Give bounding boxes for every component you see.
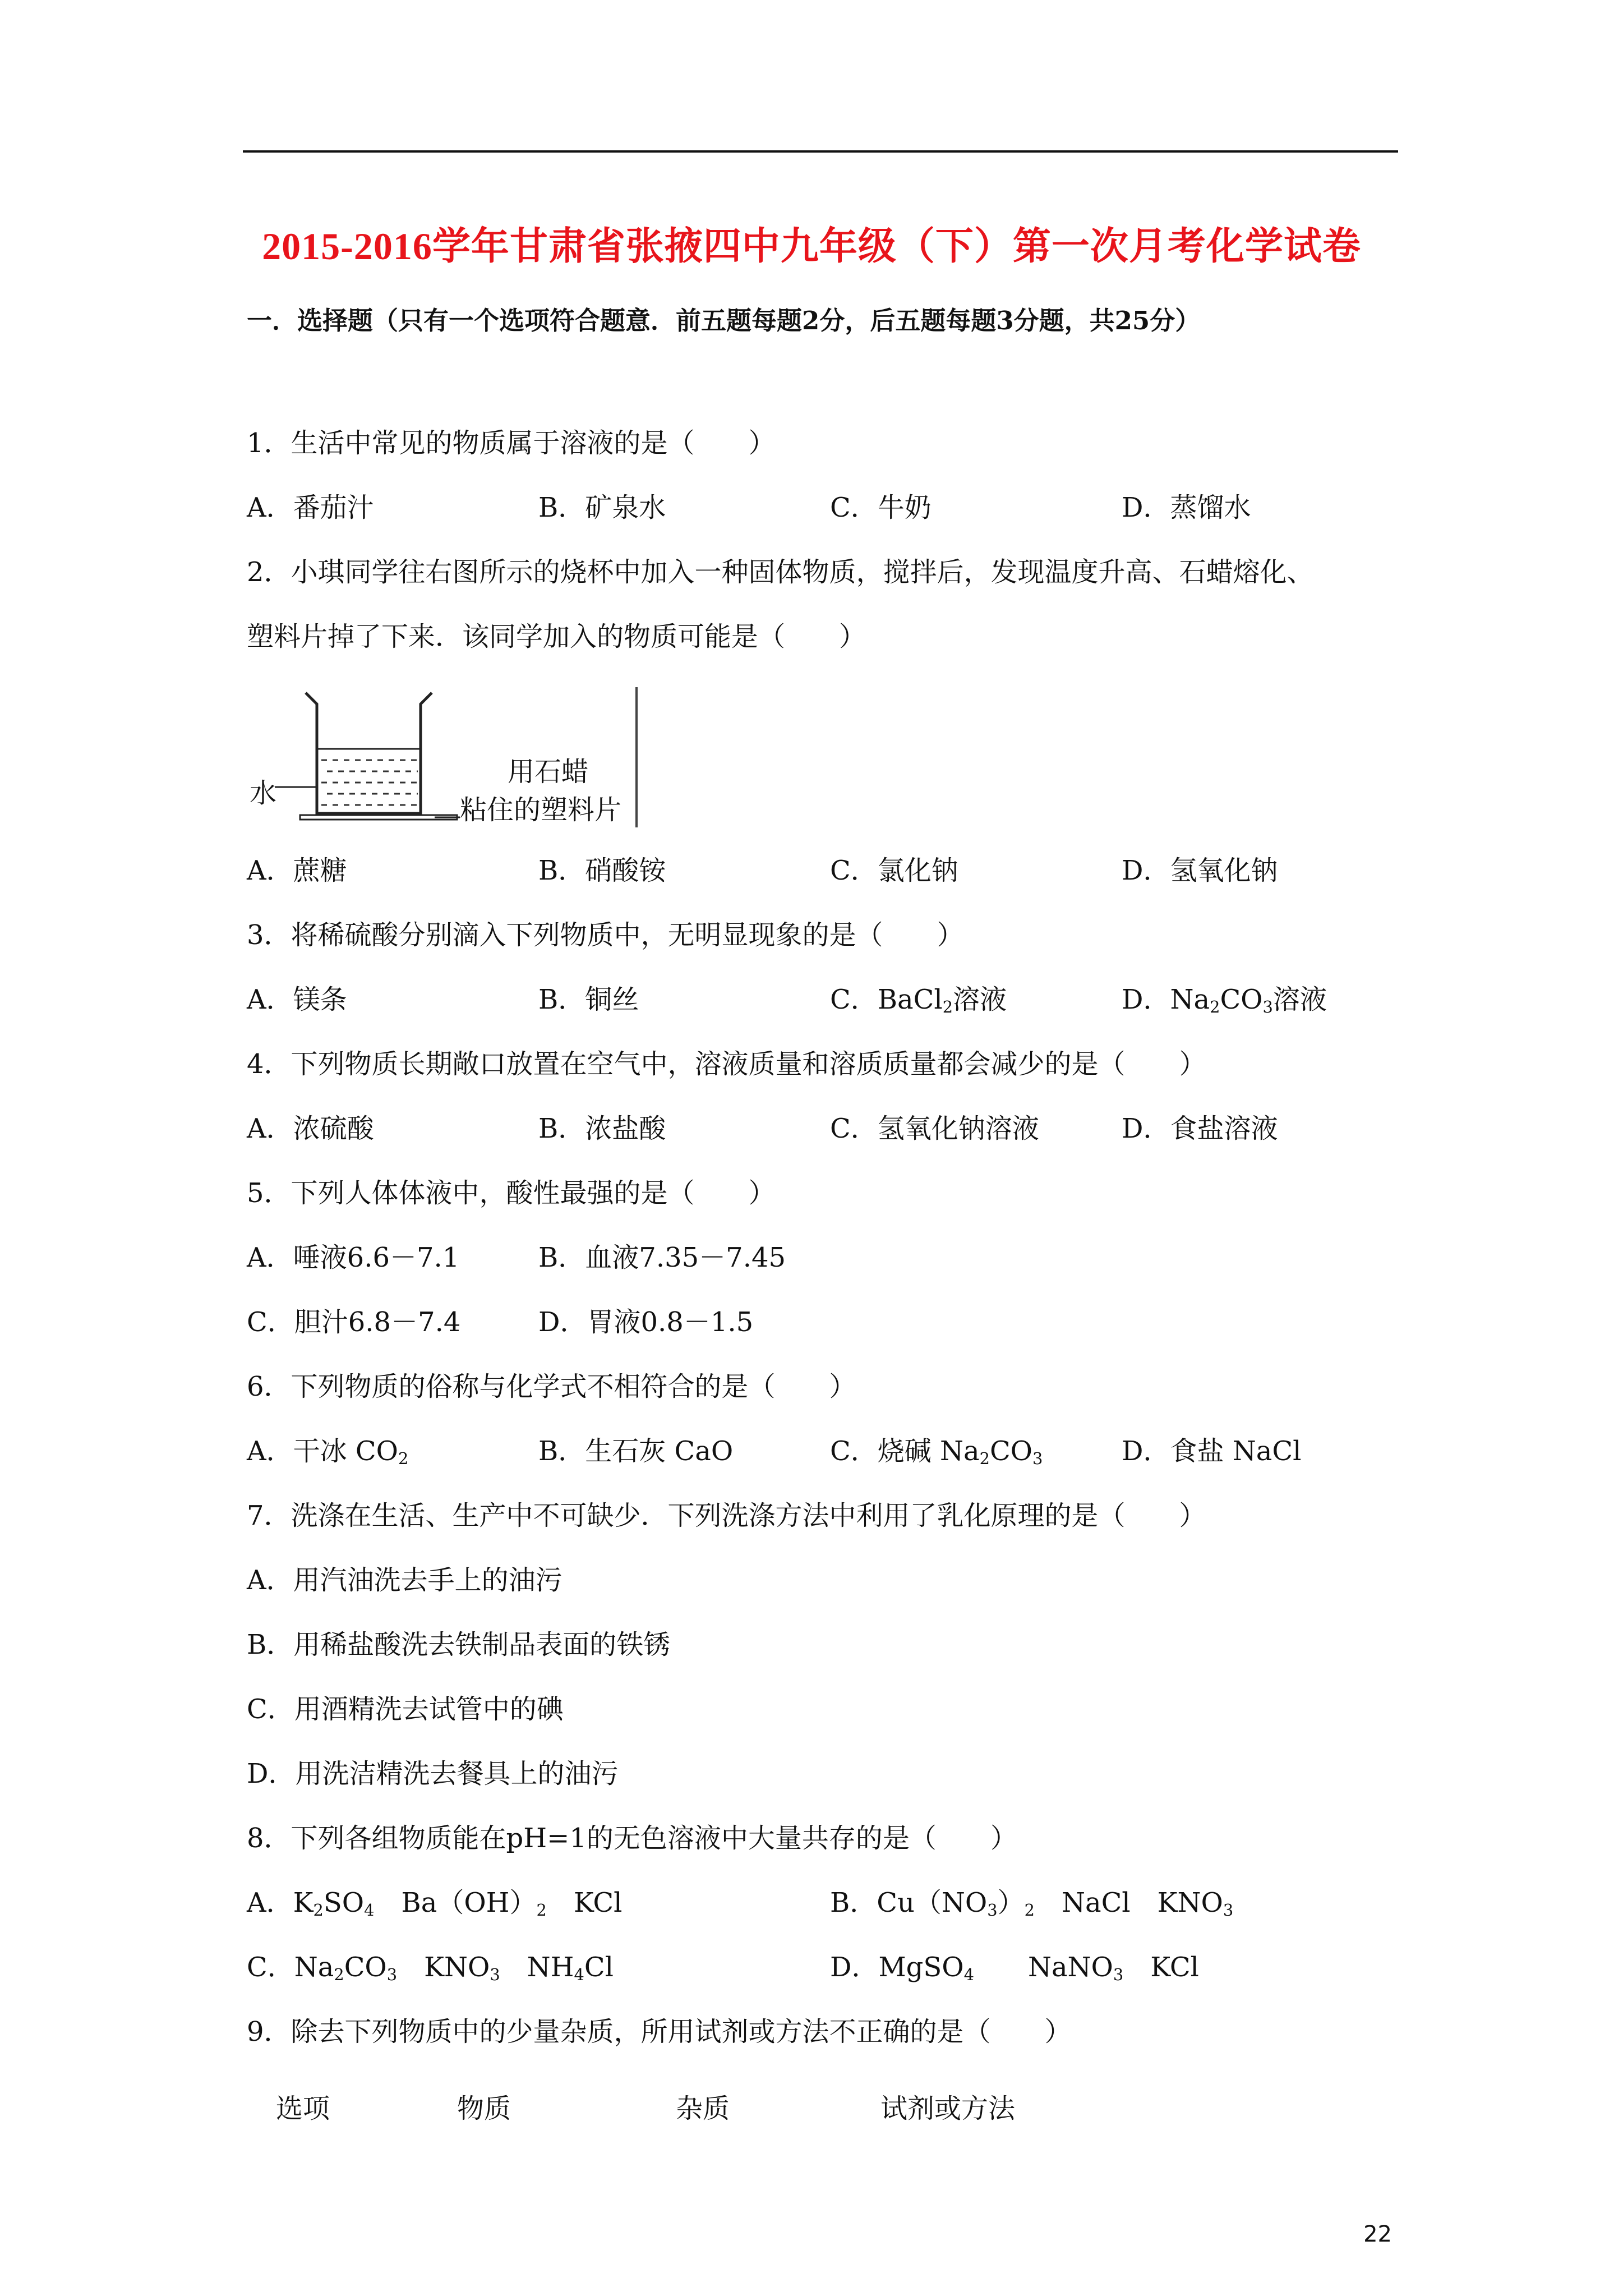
q2-stem-line1: 2．小琪同学往右图所示的烧杯中加入一种固体物质，搅拌后，发现温度升高、石蜡熔化、: [247, 556, 1314, 588]
figure-water-label: 水: [250, 777, 277, 809]
q1-option-c: C．牛奶: [830, 492, 932, 523]
q2-option-a: A．蔗糖: [247, 855, 347, 886]
q2-option-d: D．氢氧化钠: [1122, 855, 1278, 886]
q6-option-b: B．生石灰 CaO: [538, 1435, 734, 1467]
beaker-figure: [250, 687, 642, 827]
q9-header-option: 选项: [276, 2093, 330, 2124]
q5-option-a: A．唾液6.6－7.1: [247, 1242, 460, 1273]
q6-option-a: A．干冰 $CO_2$: [247, 1435, 409, 1469]
q7-option-c: C．用酒精洗去试管中的碘: [247, 1694, 564, 1725]
q5-option-d: D．胃液0.8－1.5: [538, 1306, 754, 1338]
q3-stem: 3．将稀硫酸分别滴入下列物质中，无明显现象的是（ ）: [247, 919, 964, 951]
q7-option-b: B．用稀盐酸洗去铁制品表面的铁锈: [247, 1629, 671, 1660]
q6-stem: 6．下列物质的俗称与化学式不相符合的是（ ）: [247, 1371, 856, 1402]
q7-option-d: D．用洗洁精洗去餐具上的油污: [247, 1758, 619, 1789]
figure-wax-label: 用石蜡: [508, 756, 589, 788]
q5-stem: 5．下列人体体液中，酸性最强的是（ ）: [247, 1177, 776, 1209]
q6-option-d: D．食盐 NaCl: [1122, 1435, 1302, 1467]
q4-option-b: B．浓盐酸: [538, 1113, 666, 1144]
q4-option-d: D．食盐溶液: [1122, 1113, 1278, 1144]
q3-option-d: D．$Na_2CO_3$溶液: [1122, 984, 1327, 1017]
q9-header-impurity: 杂质: [676, 2093, 730, 2124]
q6-option-c: C．烧碱 $Na_2CO_3$: [830, 1435, 1043, 1469]
q5-option-c: C．胆汁6.8－7.4: [247, 1306, 461, 1338]
q1-option-a: A．番茄汁: [247, 492, 374, 523]
exam-title: 2015-2016学年甘肃省张掖四中九年级（下）第一次月考化学试卷: [262, 225, 1361, 268]
q4-option-c: C．氢氧化钠溶液: [830, 1113, 1039, 1144]
q9-stem: 9．除去下列物质中的少量杂质，所用试剂或方法不正确的是（ ）: [247, 2016, 1072, 2047]
q8-option-d: D．MgSO$_4$ NaNO$_3$ KCl: [830, 1952, 1199, 1985]
q7-option-a: A．用汽油洗去手上的油污: [247, 1565, 562, 1596]
q4-option-a: A．浓硫酸: [247, 1113, 374, 1144]
q4-stem: 4．下列物质长期敞口放置在空气中，溶液质量和溶质质量都会减少的是（ ）: [247, 1048, 1206, 1080]
q8-option-b: B．$Cu(NO_3)_2$ NaCl $KNO_3$: [830, 1887, 1234, 1920]
section-heading: 一．选择题（只有一个选项符合题意．前五题每题2分，后五题每题3分题，共25分）: [247, 306, 1201, 335]
q3-option-b: B．铜丝: [538, 984, 639, 1015]
q3-option-c: C．BaCl$_2$溶液: [830, 984, 1007, 1017]
page-number: 22: [1363, 2221, 1392, 2247]
q2-stem-line2: 塑料片掉了下来．该同学加入的物质可能是（ ）: [247, 621, 866, 652]
q8-option-c: C．$Na_2CO_3$ $KNO_3$ $NH_4Cl$: [247, 1952, 614, 1985]
header-rule: [243, 150, 1398, 153]
q9-header-reagent: 试剂或方法: [880, 2093, 1016, 2124]
q8-stem: 8．下列各组物质能在pH=1的无色溶液中大量共存的是（ ）: [247, 1823, 1017, 1854]
q8-option-a: A．$K_2SO_4$ $Ba(OH)_2$ KCl: [247, 1887, 623, 1920]
figure-sheet-label: 粘住的塑料片: [460, 794, 622, 826]
q1-stem: 1．生活中常见的物质属于溶液的是（ ）: [247, 427, 776, 459]
q2-option-c: C．氯化钠: [830, 855, 958, 886]
q5-option-b: B．血液7.35－7.45: [538, 1242, 786, 1273]
q1-option-d: D．蒸馏水: [1122, 492, 1251, 523]
q2-option-b: B．硝酸铵: [538, 855, 666, 886]
q9-header-substance: 物质: [457, 2093, 511, 2124]
q1-option-b: B．矿泉水: [538, 492, 666, 523]
q7-stem: 7．洗涤在生活、生产中不可缺少．下列洗涤方法中利用了乳化原理的是（ ）: [247, 1500, 1206, 1531]
q3-option-a: A．镁条: [247, 984, 347, 1015]
